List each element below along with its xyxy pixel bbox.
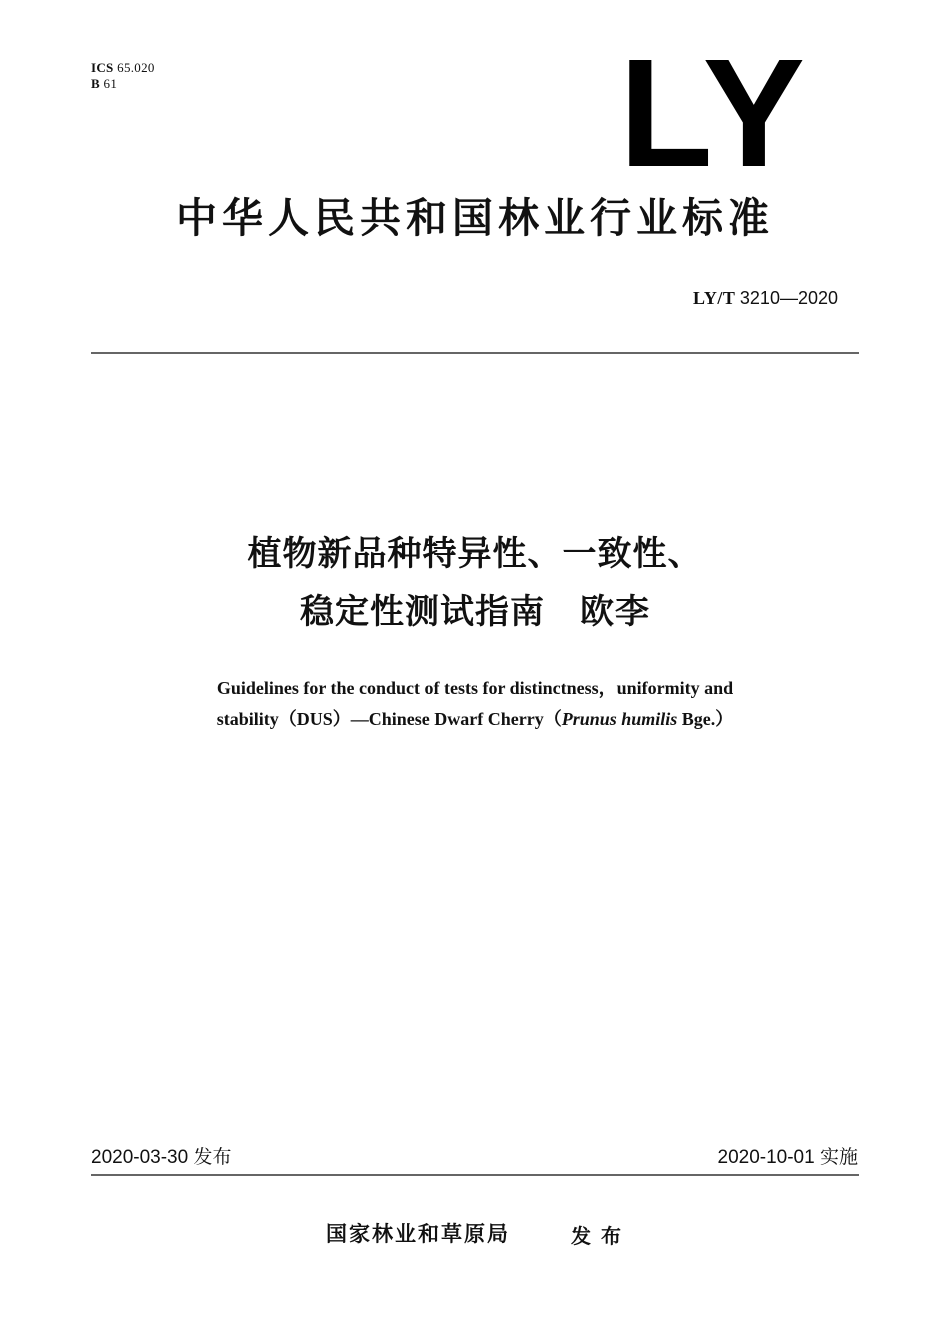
implement-date-value: 2020-10-01	[717, 1147, 815, 1168]
ccs-code	[91, 76, 155, 92]
title-cn-line-1: 植物新品种特异性、一致性、	[247, 534, 703, 574]
svg-text:LY: LY	[619, 48, 809, 174]
title-en-line-1: Guidelines for the conduct of tests for distinctness，uniformity and	[216, 678, 734, 698]
issue-label: 发布	[571, 1224, 631, 1248]
standard-number-value: 3210—2020	[739, 288, 838, 308]
title-en-line-2-end: Bge.）	[677, 709, 734, 729]
ccs-label: B	[91, 76, 100, 91]
ics-label: ICS	[91, 60, 114, 75]
ics-code	[91, 60, 155, 76]
issuing-authority: 国家林业和草原局	[326, 1222, 510, 1246]
publish-date-label: 发布	[193, 1146, 232, 1168]
standard-number	[693, 286, 838, 310]
ics-value: 65.020	[117, 60, 155, 75]
classification-codes	[91, 60, 155, 92]
implement-date	[718, 1144, 859, 1171]
implement-date-label: 实施	[819, 1146, 858, 1168]
header-divider	[91, 352, 859, 354]
publish-date	[91, 1144, 232, 1171]
title-en-line-2-start: stability（DUS）—Chinese Dwarf Cherry（	[216, 709, 562, 729]
ccs-value: 61	[103, 76, 118, 91]
ly-logo	[616, 48, 812, 174]
standard-number-prefix: LY/T	[693, 288, 736, 308]
footer-divider	[91, 1174, 859, 1176]
title-en-line-2	[0, 707, 950, 731]
publish-date-value: 2020-03-30	[91, 1147, 189, 1168]
standard-category-title: 中华人民共和国林业行业标准	[176, 194, 774, 242]
title-en-latin-name: Prunus humilis	[561, 709, 678, 729]
title-cn-line-2: 稳定性测试指南 欧李	[300, 592, 650, 632]
